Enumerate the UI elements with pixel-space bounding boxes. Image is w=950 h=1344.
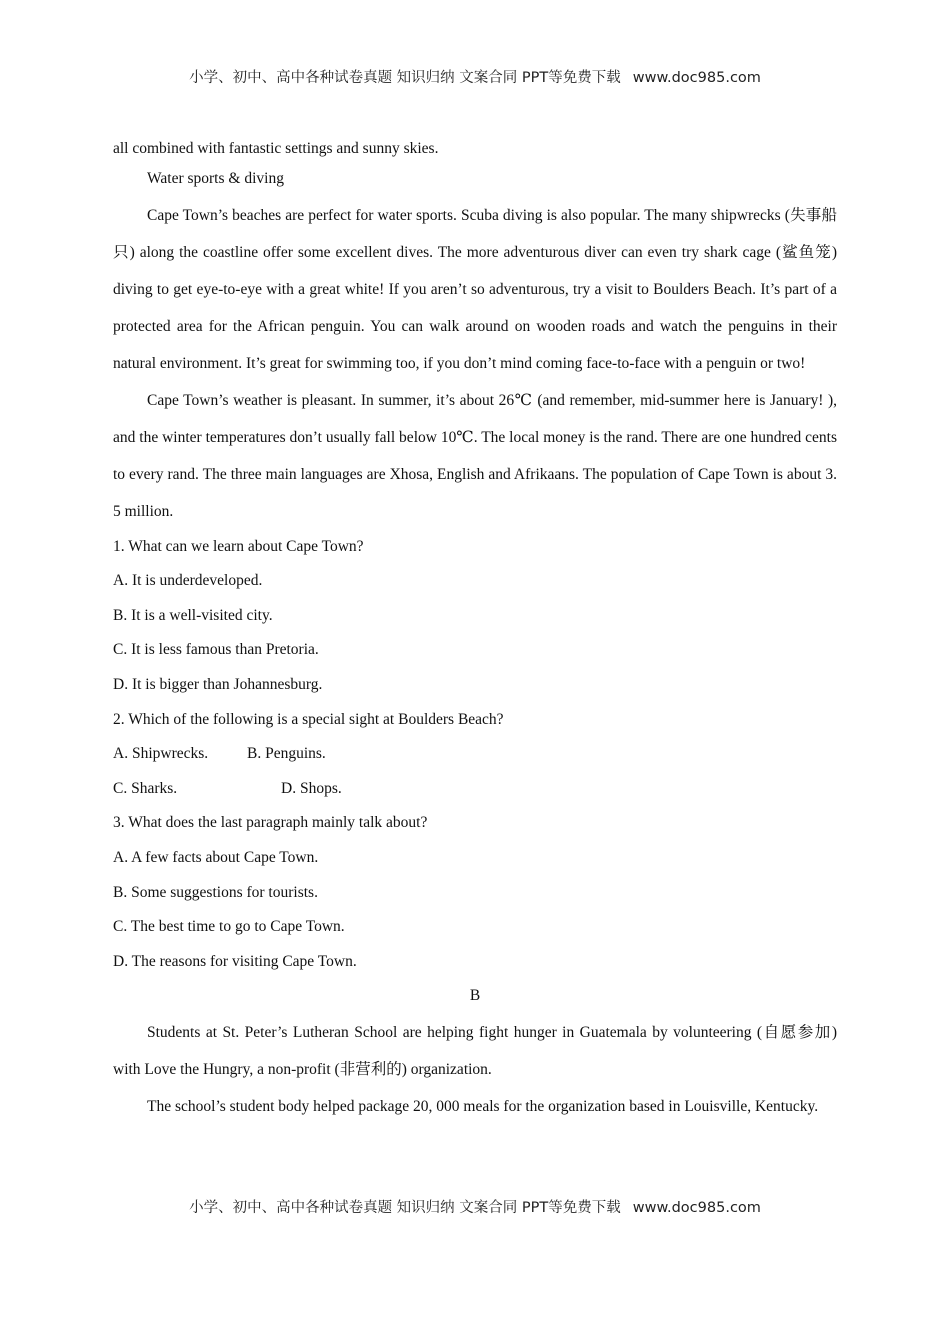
section-subheading: Water sports & diving <box>147 170 284 187</box>
question-1-option-b: B. It is a well-visited city. <box>113 606 273 624</box>
question-2-options-row-2 <box>113 772 837 807</box>
question-1-stem: 1. What can we learn about Cape Town? <box>113 537 364 555</box>
passage-b-paragraph-2: The school’s student body helped package 20, 000 meals for the organization based in Louisville, Kentucky. <box>147 1097 819 1115</box>
question-1-option-d: D. It is bigger than Johannesburg. <box>113 675 323 693</box>
question-3-option-a: A. A few facts about Cape Town. <box>113 848 319 866</box>
header-text: 小学、初中、高中各种试卷真题 知识归纳 文案合同 PPT等免费下载 <box>189 70 621 86</box>
passage-b-paragraph-1: Students at St. Peter’s Lutheran School are helping fight hunger in Guatemala by volunteering (自愿参加) with Love the Hungry, a non-profit (非营利的) organization. <box>113 1023 837 1078</box>
question-2-options-row-1 <box>113 737 837 772</box>
question-2-option-c: C. Sharks. <box>113 779 178 797</box>
question-2-stem: 2. Which of the following is a special sight at Boulders Beach? <box>113 710 504 728</box>
question-3-option-d: D. The reasons for visiting Cape Town. <box>113 952 357 970</box>
question-3-option-c: C. The best time to go to Cape Town. <box>113 918 345 936</box>
passage-a-paragraph-1: Cape Town’s beaches are perfect for water sports. Scuba diving is also popular. The many shipwrecks (失事船只) along the coastline offer some excellent dives. The more adventurous diver can even try shark cage (鲨鱼笼) diving to get eye-to-eye with a great white! If you aren’t so adventurous, try a visit to Boulders Beach. It’s part of a protected area for the African penguin. You can walk around on wooden roads and watch the penguins in their natural environment. It’s great for swimming too, if you don’t mind coming face-to-face with a penguin or two! <box>113 206 837 372</box>
question-2-option-a: A. Shipwrecks. <box>113 745 209 763</box>
passage-a-paragraph-2: Cape Town’s weather is pleasant. In summer, it’s about 26℃ (and remember, mid-summer here is January! ), and the winter temperatures don’t usually fall below 10℃. The local money is the rand. There are one hundred cents to every rand. The three main languages are Xhosa, English and Afrikaans. The population of Cape Town is about 3. 5 million. <box>113 391 837 520</box>
footer-text: 小学、初中、高中各种试卷真题 知识归纳 文案合同 PPT等免费下载 <box>189 1200 621 1216</box>
header-url[interactable]: www.doc985.com <box>632 70 761 86</box>
question-3-stem: 3. What does the last paragraph mainly talk about? <box>113 814 428 832</box>
question-1-option-c: C. It is less famous than Pretoria. <box>113 641 319 659</box>
question-1-option-a: A. It is underdeveloped. <box>113 572 263 590</box>
page-header <box>0 66 950 87</box>
passage-b-label: B <box>469 987 481 1005</box>
document-body <box>113 136 837 1125</box>
question-2-option-b: B. Penguins. <box>247 745 326 763</box>
question-3-option-b: B. Some suggestions for tourists. <box>113 883 318 901</box>
passage-continuation: all combined with fantastic settings and sunny skies. <box>113 140 439 157</box>
page-footer <box>0 1196 950 1217</box>
footer-url[interactable]: www.doc985.com <box>632 1200 761 1216</box>
question-2-option-d: D. Shops. <box>281 779 342 797</box>
